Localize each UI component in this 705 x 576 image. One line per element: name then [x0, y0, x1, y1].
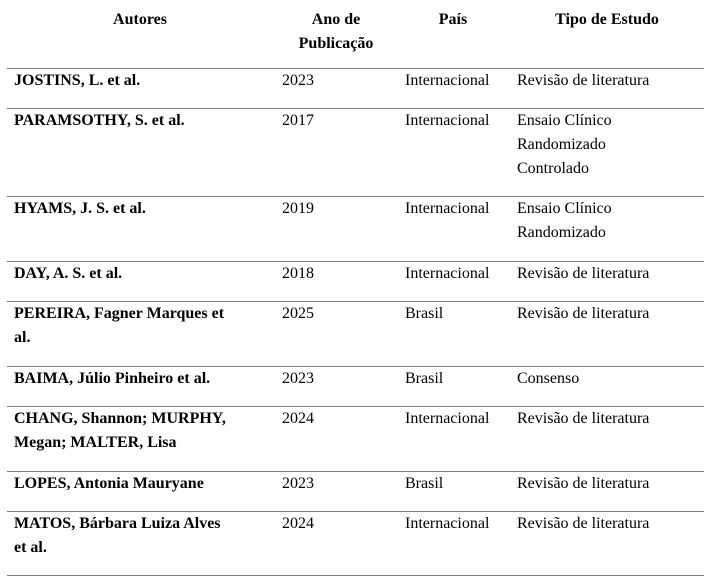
- cell-year: 2018: [282, 265, 314, 282]
- cell-study-type: [517, 302, 702, 326]
- author-line: CHANG, Shannon; MURPHY,: [14, 410, 226, 427]
- cell-year: 2023: [282, 370, 314, 387]
- study-type-line: Revisão de literatura: [517, 515, 650, 532]
- studies-table: [7, 6, 704, 576]
- cell-country: Brasil: [405, 475, 444, 492]
- author-line: BAIMA, Júlio Pinheiro et al.: [14, 370, 211, 387]
- table-row: [7, 196, 704, 261]
- cell-author: [14, 262, 276, 286]
- cell-year: 2017: [282, 112, 314, 129]
- header-country: País: [438, 11, 468, 28]
- author-line: et al.: [14, 539, 47, 556]
- table-header-row: [7, 6, 704, 68]
- header-year-line2: Publicação: [298, 35, 374, 52]
- author-line: DAY, A. S. et al.: [14, 265, 123, 282]
- author-line: HYAMS, J. S. et al.: [14, 200, 146, 217]
- header-year: [282, 8, 390, 56]
- cell-study-type: [517, 109, 702, 181]
- header-authors: Autores: [113, 11, 167, 28]
- cell-country: Internacional: [405, 515, 490, 532]
- table-row: [7, 108, 704, 196]
- cell-year: 2025: [282, 305, 314, 322]
- cell-study-type: [517, 262, 702, 286]
- study-type-line: Consenso: [517, 370, 580, 387]
- table-row: [7, 511, 704, 576]
- cell-year: 2019: [282, 200, 314, 217]
- table-row: [7, 366, 704, 406]
- study-type-line: Ensaio Clínico: [517, 112, 612, 129]
- cell-year: 2024: [282, 515, 314, 532]
- table-body: [7, 68, 704, 576]
- cell-study-type: [517, 512, 702, 536]
- author-line: Megan; MALTER, Lisa: [14, 434, 177, 451]
- author-line: JOSTINS, L. et al.: [14, 72, 141, 89]
- cell-country: Brasil: [405, 370, 444, 387]
- cell-author: [14, 407, 276, 455]
- cell-author: [14, 472, 276, 496]
- cell-country: Internacional: [405, 72, 490, 89]
- cell-country: Internacional: [405, 112, 490, 129]
- table-row: [7, 471, 704, 511]
- cell-author: [14, 197, 276, 221]
- cell-author: [14, 302, 276, 350]
- study-type-line: Revisão de literatura: [517, 475, 650, 492]
- author-line: LOPES, Antonia Mauryane: [14, 475, 204, 492]
- study-type-line: Randomizado: [517, 136, 606, 153]
- cell-year: 2024: [282, 410, 314, 427]
- study-type-line: Revisão de literatura: [517, 305, 650, 322]
- study-type-line: Revisão de literatura: [517, 410, 650, 427]
- table-row: [7, 68, 704, 108]
- study-type-line: Randomizado: [517, 224, 606, 241]
- cell-study-type: [517, 69, 702, 93]
- table-row: [7, 406, 704, 471]
- cell-author: [14, 69, 276, 93]
- author-line: al.: [14, 329, 31, 346]
- header-year-line1: Ano de: [311, 11, 361, 28]
- cell-country: Internacional: [405, 410, 490, 427]
- cell-study-type: [517, 197, 702, 245]
- table-row: [7, 301, 704, 366]
- study-type-line: Revisão de literatura: [517, 265, 650, 282]
- cell-study-type: [517, 472, 702, 496]
- table-row: [7, 261, 704, 301]
- cell-country: Internacional: [405, 200, 490, 217]
- cell-author: [14, 109, 276, 133]
- header-study-type: Tipo de Estudo: [555, 11, 659, 28]
- author-line: PARAMSOTHY, S. et al.: [14, 112, 185, 129]
- cell-author: [14, 512, 276, 560]
- cell-country: Internacional: [405, 265, 490, 282]
- author-line: MATOS, Bárbara Luiza Alves: [14, 515, 221, 532]
- cell-year: 2023: [282, 72, 314, 89]
- cell-year: 2023: [282, 475, 314, 492]
- cell-study-type: [517, 407, 702, 431]
- cell-country: Brasil: [405, 305, 444, 322]
- study-type-line: Revisão de literatura: [517, 72, 650, 89]
- cell-study-type: [517, 367, 702, 391]
- cell-author: [14, 367, 276, 391]
- study-type-line: Controlado: [517, 160, 589, 177]
- author-line: PEREIRA, Fagner Marques et: [14, 305, 225, 322]
- study-type-line: Ensaio Clínico: [517, 200, 612, 217]
